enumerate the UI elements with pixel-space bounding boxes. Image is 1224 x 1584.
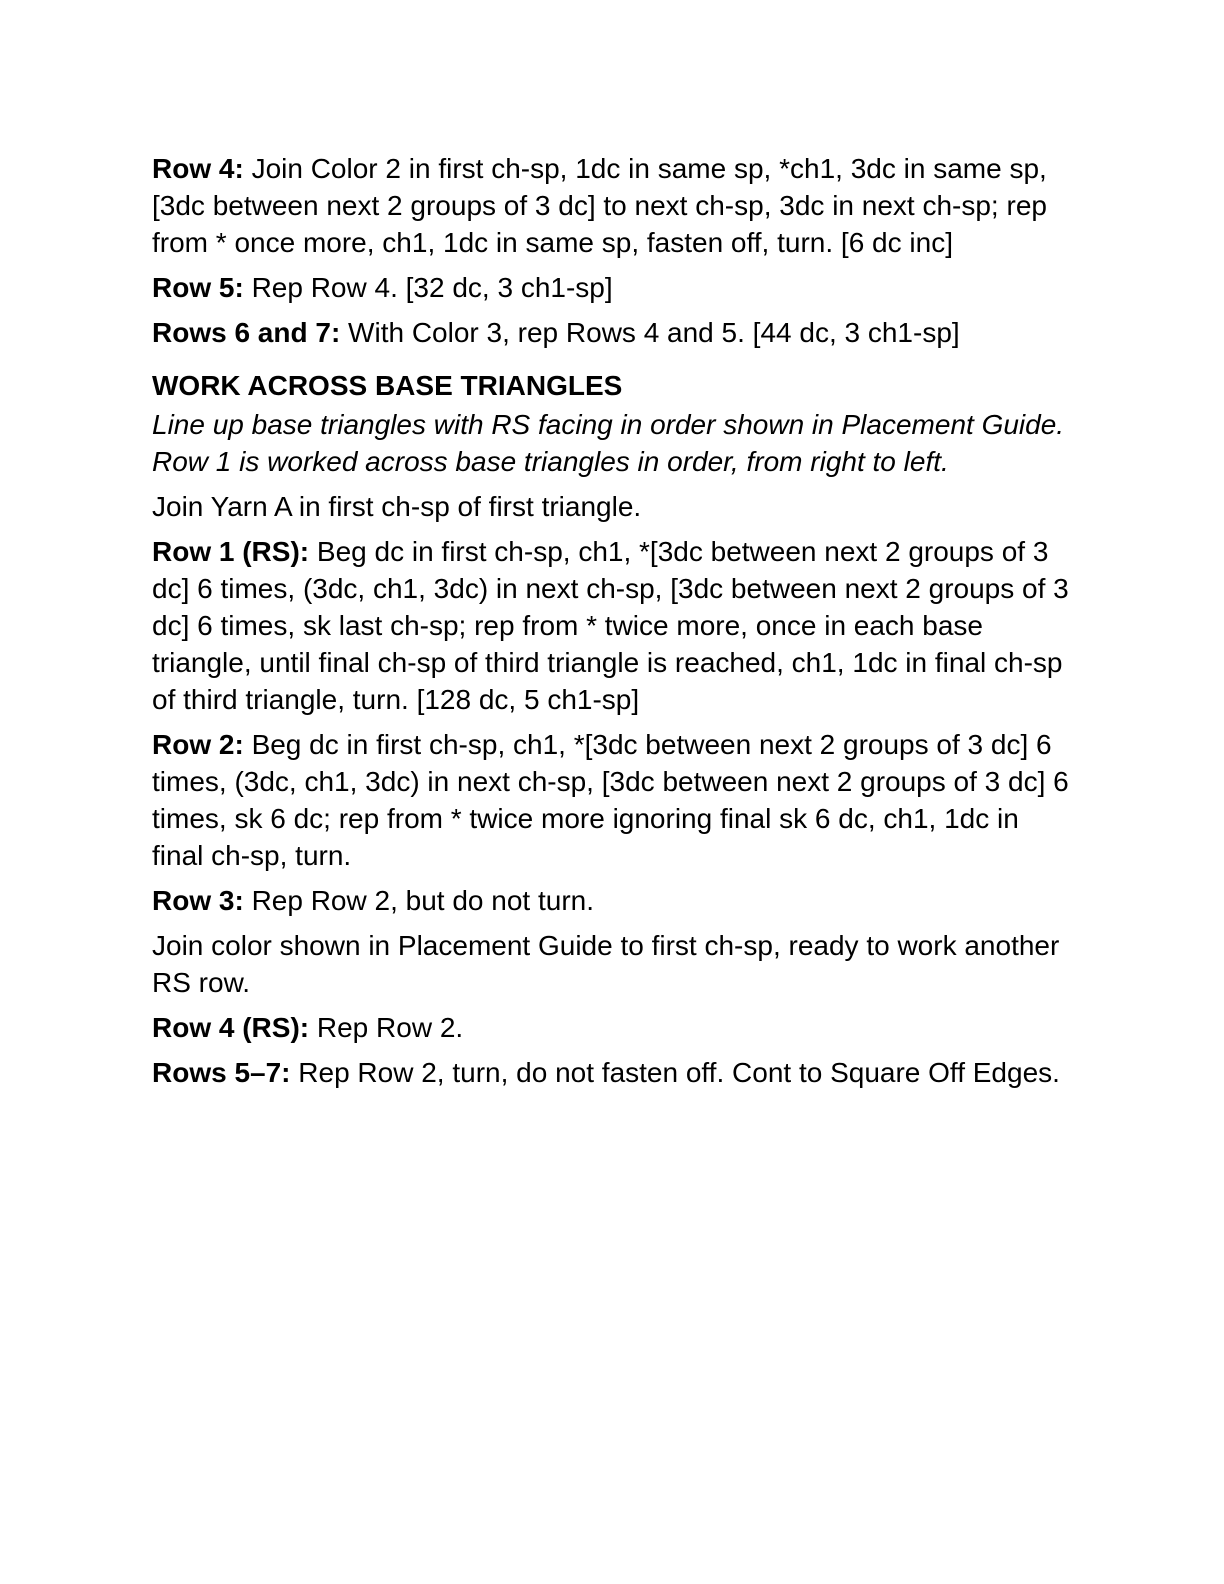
row-3-label: Row 3: [152,885,244,916]
paragraph-row-3 [152,882,1074,919]
join-color-text: Join color shown in Placement Guide to first ch-sp, ready to work another RS row. [152,930,1060,998]
paragraph-row-4-rs [152,1009,1074,1046]
row-1-rs-instructions: Beg dc in first ch-sp, ch1, *[3dc between next 2 groups of 3 dc] 6 times, (3dc, ch1, 3dc) in next ch-sp, [3dc between next 2 groups of 3 dc] 6 times, sk last ch-sp; rep from * twice more, once in each base triangle, until final ch-sp of third triangle is reached, ch1, 1dc in final ch-sp of third triangle, turn. [128 dc, 5 ch1-sp] [152,536,1069,715]
paragraph-row-1-rs [152,533,1074,718]
section-heading-work-across-base-triangles: WORK ACROSS BASE TRIANGLES [152,370,623,401]
instruction-join-color [152,927,1074,1001]
row-4-label: Row 4: [152,153,244,184]
paragraph-rows-6-and-7 [152,314,1074,351]
row-3-instructions: Rep Row 2, but do not turn. [251,885,594,916]
row-5-label: Row 5: [152,272,244,303]
rows-6-7-instructions: With Color 3, rep Rows 4 and 5. [44 dc, 3 ch1-sp] [348,317,960,348]
paragraph-row-4 [152,150,1074,261]
paragraph-row-2 [152,726,1074,874]
instruction-join-yarn-a [152,488,1074,525]
rows-5-7-label: Rows 5–7: [152,1057,291,1088]
row-2-label: Row 2: [152,729,244,760]
row-1-rs-label: Row 1 (RS): [152,536,310,567]
row-2-instructions: Beg dc in first ch-sp, ch1, *[3dc between next 2 groups of 3 dc] 6 times, (3dc, ch1, 3dc) in next ch-sp, [3dc between next 2 groups of 3 dc] 6 times, sk 6 dc; rep from * twice more ignoring final sk 6 dc, ch1, 1dc in final ch-sp, turn. [152,729,1069,871]
rows-5-7-instructions: Rep Row 2, turn, do not fasten off. Cont to Square Off Edges. [298,1057,1060,1088]
row-5-instructions: Rep Row 4. [32 dc, 3 ch1-sp] [251,272,613,303]
join-yarn-a-text: Join Yarn A in first ch-sp of first triangle. [152,491,642,522]
pattern-text-column [152,150,1074,1099]
row-4-rs-instructions: Rep Row 2. [316,1012,464,1043]
paragraph-rows-5-7 [152,1054,1074,1091]
placement-guide-note-text: Line up base triangles with RS facing in order shown in Placement Guide. Row 1 is worked across base triangles in order, from right to left. [152,409,1065,477]
row-4-rs-label: Row 4 (RS): [152,1012,310,1043]
rows-6-7-label: Rows 6 and 7: [152,317,341,348]
row-4-instructions: Join Color 2 in first ch-sp, 1dc in same sp, *ch1, 3dc in same sp, [3dc between next 2 groups of 3 dc] to next ch-sp, 3dc in next ch-sp; rep from * once more, ch1, 1dc in same sp, fasten off, turn. [6 dc inc] [152,153,1047,258]
paragraph-row-5 [152,269,1074,306]
placement-guide-note [152,406,1074,480]
